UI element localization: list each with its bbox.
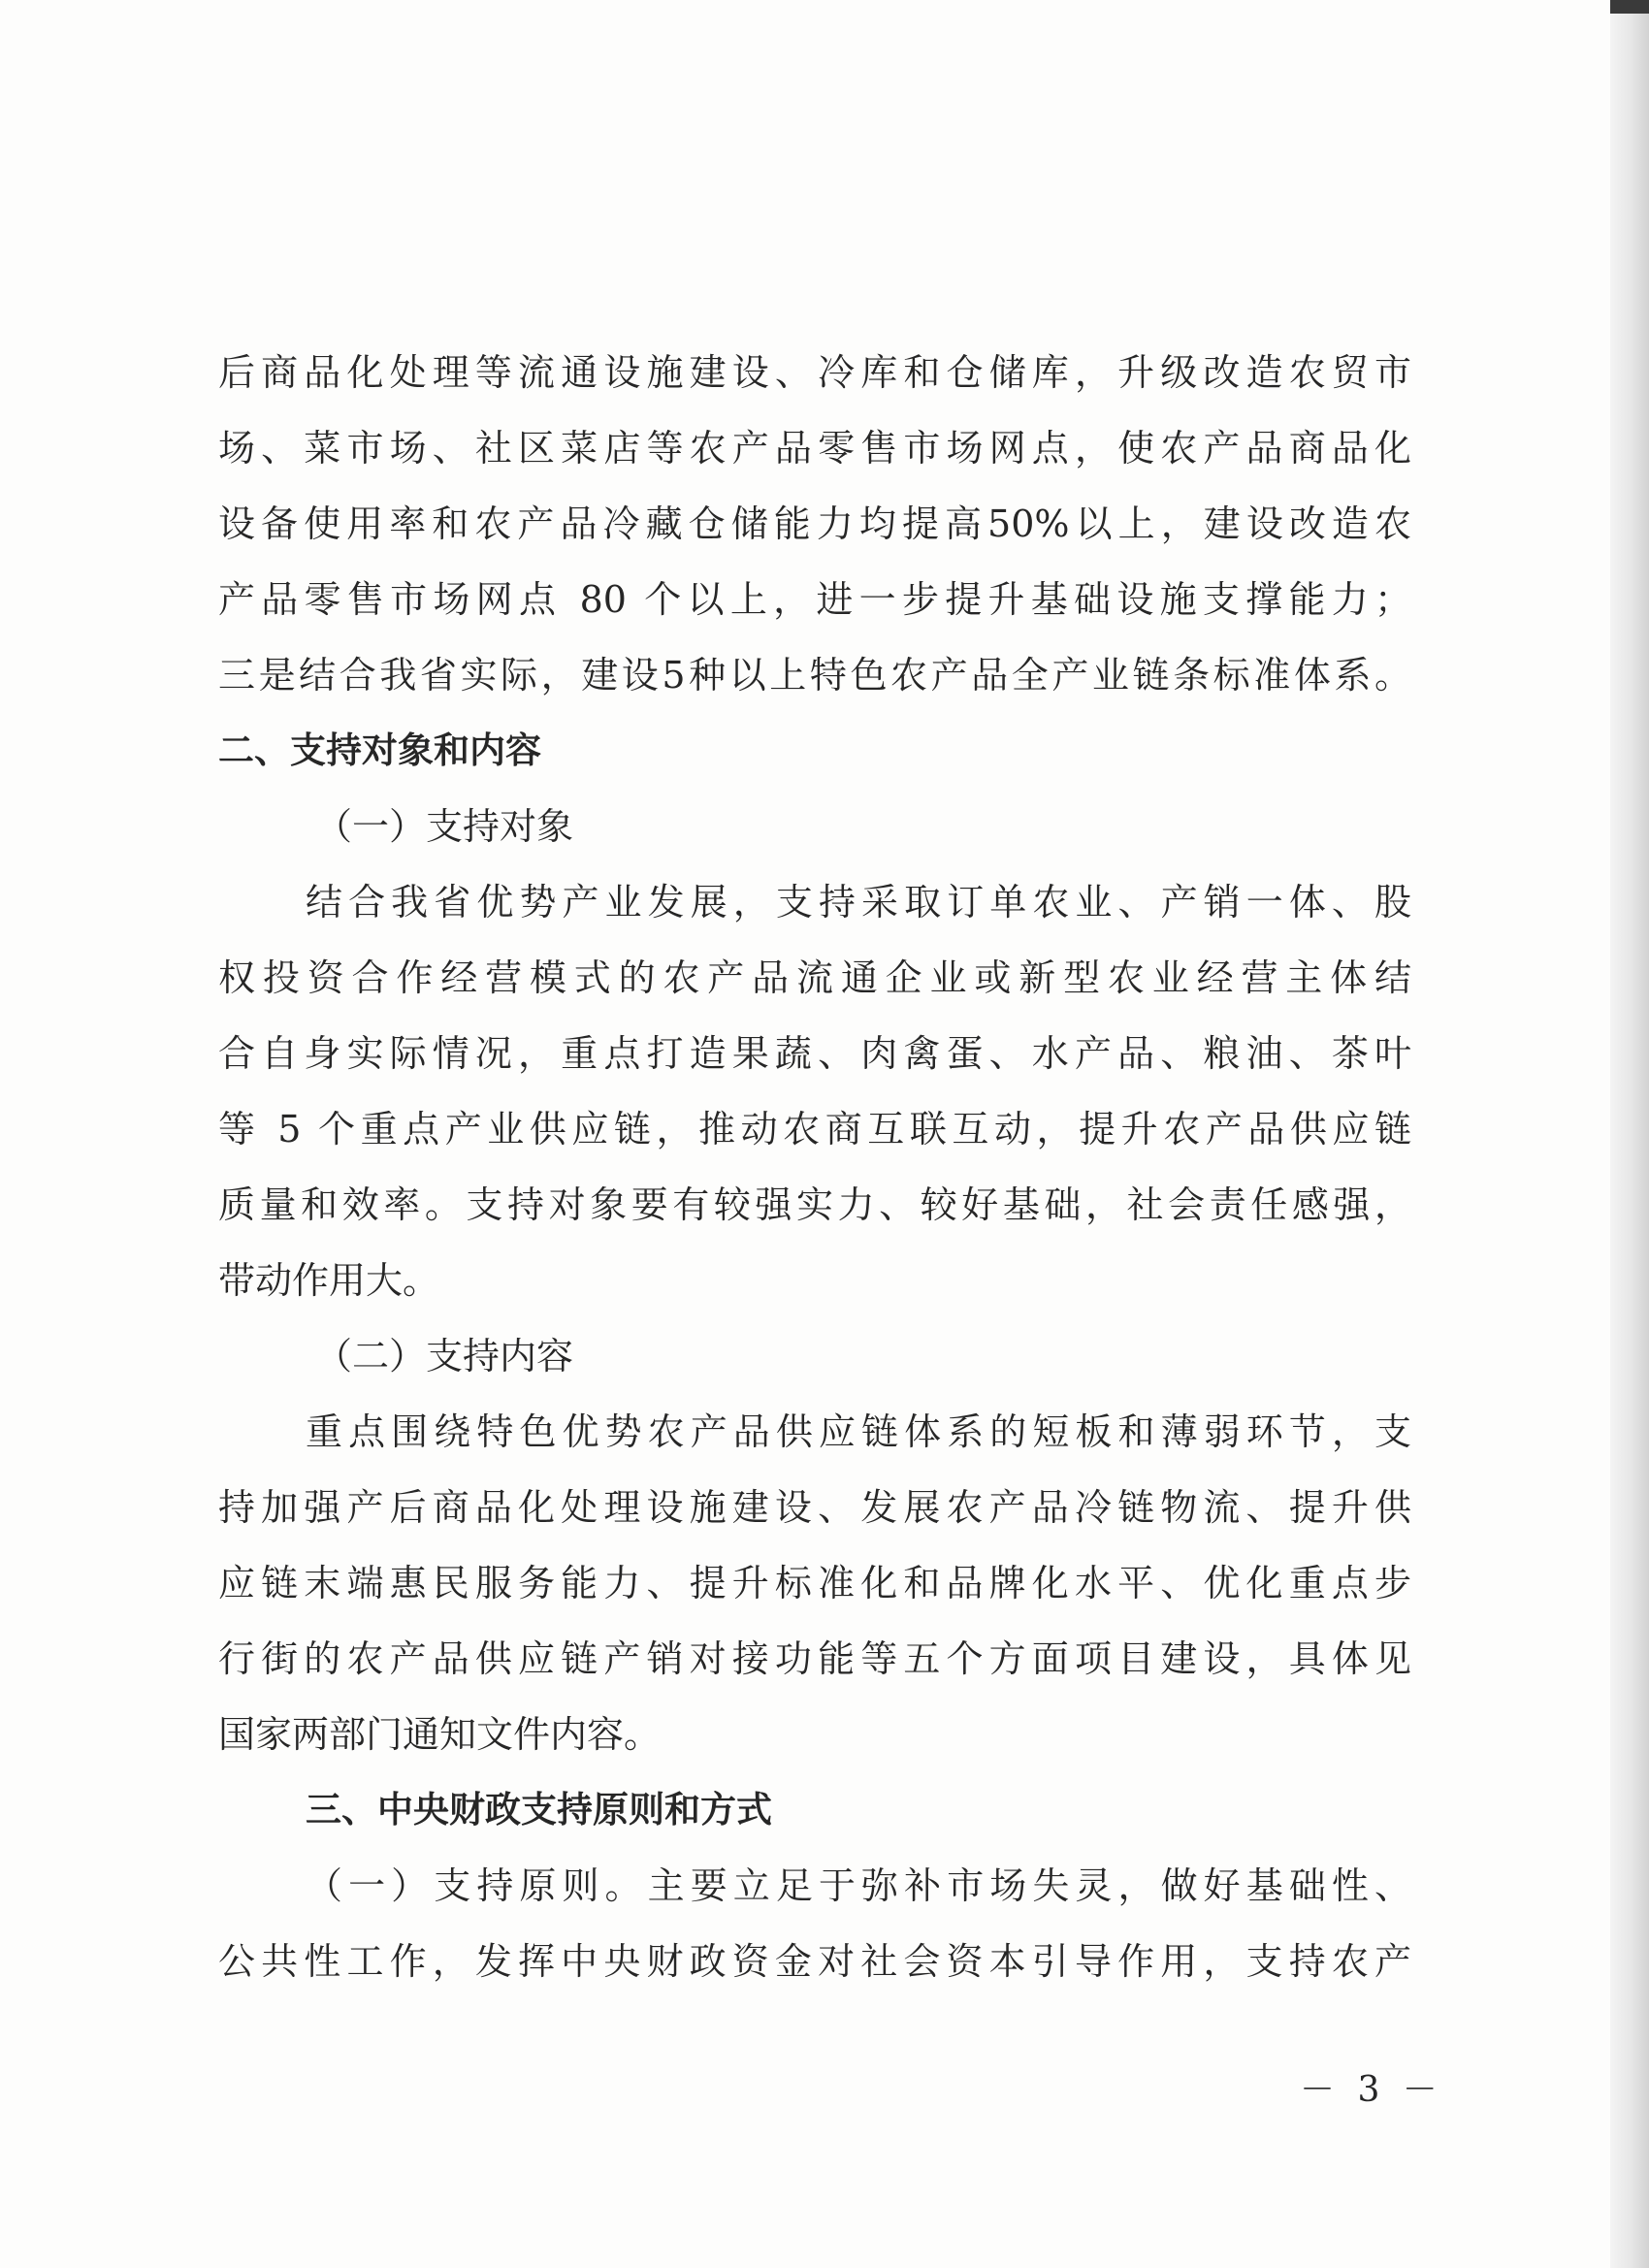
paragraph-last-line: 国家两部门通知文件内容。 (218, 1713, 662, 1756)
body-line: 产品零售市场网点 80 个以上，进一步提升基础设施支撑能力； (218, 578, 1411, 621)
body-line: 合自身实际情况，重点打造果蔬、肉禽蛋、水产品、粮油、茶叶 (218, 1032, 1411, 1075)
body-line: 场、菜市场、社区菜店等农产品零售市场网点，使农产品商品化 (218, 427, 1411, 470)
body-line: 持加强产后商品化处理设施建设、发展农产品冷链物流、提升供 (218, 1486, 1411, 1529)
body-line: 权投资合作经营模式的农产品流通企业或新型农业经营主体结 (218, 956, 1411, 999)
body-line: 行街的农产品供应链产销对接功能等五个方面项目建设，具体见 (218, 1637, 1411, 1680)
body-line: 等 5 个重点产业供应链，推动农商互联互动，提升农产品供应链 (218, 1108, 1411, 1150)
body-line: 应链末端惠民服务能力、提升标准化和品牌化水平、优化重点步 (218, 1562, 1411, 1604)
body-line: 质量和效率。支持对象要有较强实力、较好基础，社会责任感强， (218, 1183, 1411, 1226)
subsection-heading-support-content: （二）支持内容 (315, 1335, 574, 1377)
body-line: 设备使用率和农产品冷藏仓储能力均提高50%以上，建设改造农 (218, 502, 1411, 545)
body-line: 三是结合我省实际，建设5种以上特色农产品全产业链条标准体系。 (218, 654, 1411, 697)
document-body (218, 335, 1411, 1999)
subsection-heading-support-targets: （一）支持对象 (315, 805, 574, 848)
paragraph-first-line: 重点围绕特色优势农产品供应链体系的短板和薄弱环节，支 (306, 1410, 1411, 1453)
scan-dark-corner (1610, 0, 1649, 14)
body-line: 公共性工作，发挥中央财政资金对社会资本引导作用，支持农产 (218, 1940, 1411, 1983)
paragraph-first-line: （一）支持原则。主要立足于弥补市场失灵，做好基础性、 (306, 1864, 1411, 1907)
body-line: 后商品化处理等流通设施建设、冷库和仓储库，升级改造农贸市 (218, 351, 1411, 394)
page-number: － 3 － (1300, 2070, 1443, 2110)
section-heading-2: 二、支持对象和内容 (218, 729, 541, 771)
paragraph-last-line: 带动作用大。 (218, 1259, 440, 1302)
section-heading-3: 三、中央财政支持原则和方式 (306, 1789, 772, 1831)
scan-shadow-edge (1610, 0, 1649, 2268)
paragraph-first-line: 结合我省优势产业发展，支持采取订单农业、产销一体、股 (306, 881, 1411, 923)
